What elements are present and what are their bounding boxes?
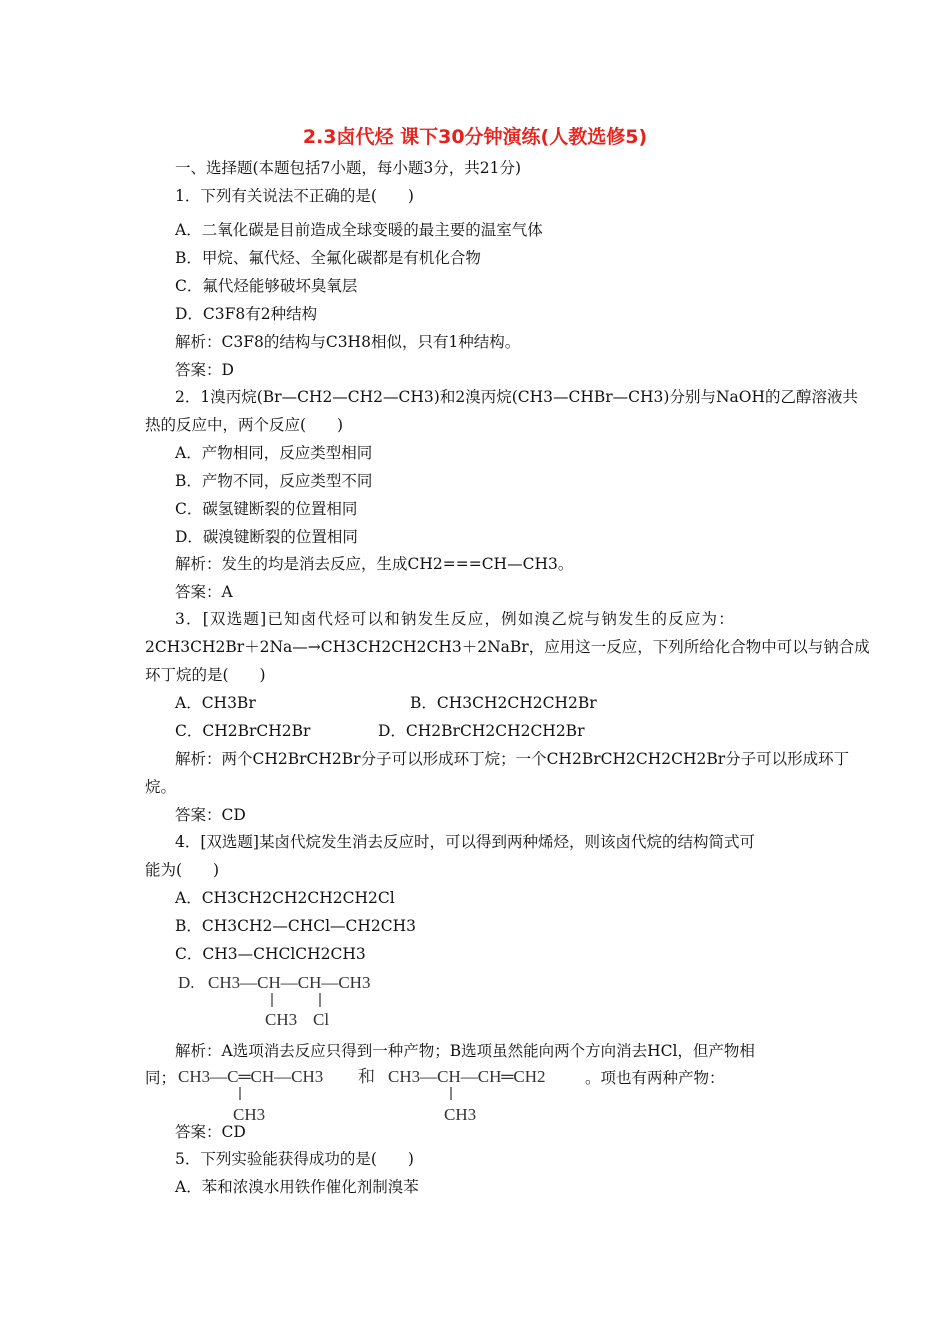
q4-option-a: A．CH3CH2CH2CH2CH2Cl bbox=[175, 889, 395, 907]
q4-option-c: C．CH3—CHClCH2CH3 bbox=[175, 945, 366, 963]
q3-option-a: A．CH3Br bbox=[175, 694, 256, 712]
q4-analysis-line2-prefix: 同； bbox=[145, 1069, 177, 1087]
q5-stem: 5．下列实验能获得成功的是( ) bbox=[175, 1150, 414, 1168]
q1-answer: 答案：D bbox=[175, 361, 234, 379]
q2-option-a: A．产物相同，反应类型相同 bbox=[175, 444, 373, 462]
q3-option-d: D．CH2BrCH2CH2CH2Br bbox=[378, 722, 585, 740]
q4-product-1-main-chain: CH3—C═CH—CH3 bbox=[178, 1067, 324, 1086]
q2-option-d: D．碳溴键断裂的位置相同 bbox=[175, 528, 358, 546]
q3-stem-line1: 3．[双选题]已知卤代烃可以和钠发生反应，例如溴乙烷与钠发生的反应为： bbox=[175, 610, 735, 628]
q1-option-d: D．C3F8有2种结构 bbox=[175, 305, 318, 323]
q4-products-and: 和 bbox=[358, 1067, 375, 1086]
q4-option-d-label: D. bbox=[178, 973, 195, 992]
q3-stem-line3: 环丁烷的是( ) bbox=[145, 666, 266, 684]
q2-answer: 答案：A bbox=[175, 583, 233, 601]
q3-answer: 答案：CD bbox=[175, 806, 246, 824]
q3-analysis-line2: 烷。 bbox=[145, 778, 177, 796]
q3-option-b: B．CH3CH2CH2CH2Br bbox=[410, 694, 597, 712]
q2-stem-line2: 热的反应中，两个反应( ) bbox=[145, 416, 344, 434]
q2-stem-line1: 2．1溴丙烷(Br—CH2—CH2—CH3)和2溴丙烷(CH3—CHBr—CH3)分别与NaOH的乙醇溶液共 bbox=[175, 388, 858, 406]
q4-product-2-main-chain: CH3—CH—CH═CH2 bbox=[388, 1067, 546, 1086]
q1-option-b: B．甲烷、氟代烃、全氟化碳都是有机化合物 bbox=[175, 249, 481, 267]
section-heading: 一、选择题(本题包括7小题，每小题3分，共21分) bbox=[175, 159, 522, 177]
q2-option-c: C．碳氢键断裂的位置相同 bbox=[175, 500, 358, 518]
q4-option-d-structure bbox=[170, 968, 410, 1032]
q4-product-1-branch: CH3 bbox=[233, 1105, 266, 1124]
q4-answer: 答案：CD bbox=[175, 1123, 246, 1141]
q1-option-c: C．氟代烃能够破坏臭氧层 bbox=[175, 277, 358, 295]
q5-option-a: A．苯和浓溴水用铁作催化剂制溴苯 bbox=[175, 1178, 419, 1196]
q3-option-c: C．CH2BrCH2Br bbox=[175, 722, 311, 740]
q2-analysis: 解析：发生的均是消去反应，生成CH2===CH—CH3。 bbox=[175, 555, 574, 573]
q4-stem-line1: 4．[双选题]某卤代烷发生消去反应时，可以得到两种烯烃，则该卤代烷的结构简式可 bbox=[175, 833, 755, 851]
q4-analysis-line1: 解析：A选项消去反应只得到一种产物；B选项虽然能向两个方向消去HCl，但产物相 bbox=[175, 1042, 755, 1060]
q3-analysis-line1: 解析：两个CH2BrCH2Br分子可以形成环丁烷；一个CH2BrCH2CH2CH2Br分子可以形成环丁 bbox=[175, 750, 850, 768]
q1-analysis: 解析：C3F8的结构与C3H8相似，只有1种结构。 bbox=[175, 333, 521, 351]
q4-product-2-branch: CH3 bbox=[444, 1105, 477, 1124]
q4-option-d-main-chain: CH3—CH—CH—CH3 bbox=[208, 973, 371, 992]
page-title: 2.3卤代烃 课下30分钟演练(人教选修5) bbox=[302, 126, 648, 148]
q1-stem: 1．下列有关说法不正确的是( ) bbox=[175, 187, 414, 205]
q4-option-d-branch-ch3: CH3 bbox=[265, 1010, 298, 1029]
q4-option-b: B．CH3CH2—CHCl—CH2CH3 bbox=[175, 917, 417, 935]
q4-analysis-line2-suffix: 。项也有两种产物： bbox=[585, 1069, 725, 1087]
q4-option-d-branch-cl: Cl bbox=[313, 1010, 330, 1029]
q1-option-a: A．二氧化碳是目前造成全球变暖的最主要的温室气体 bbox=[175, 221, 543, 239]
q3-stem-line2: 2CH3CH2Br＋2Na—→CH3CH2CH2CH3＋2NaBr，应用这一反应，下列所给化合物中可以与钠合成 bbox=[145, 638, 870, 656]
q4-stem-line2: 能为( ) bbox=[145, 861, 220, 879]
q2-option-b: B．产物不同，反应类型不同 bbox=[175, 472, 373, 490]
